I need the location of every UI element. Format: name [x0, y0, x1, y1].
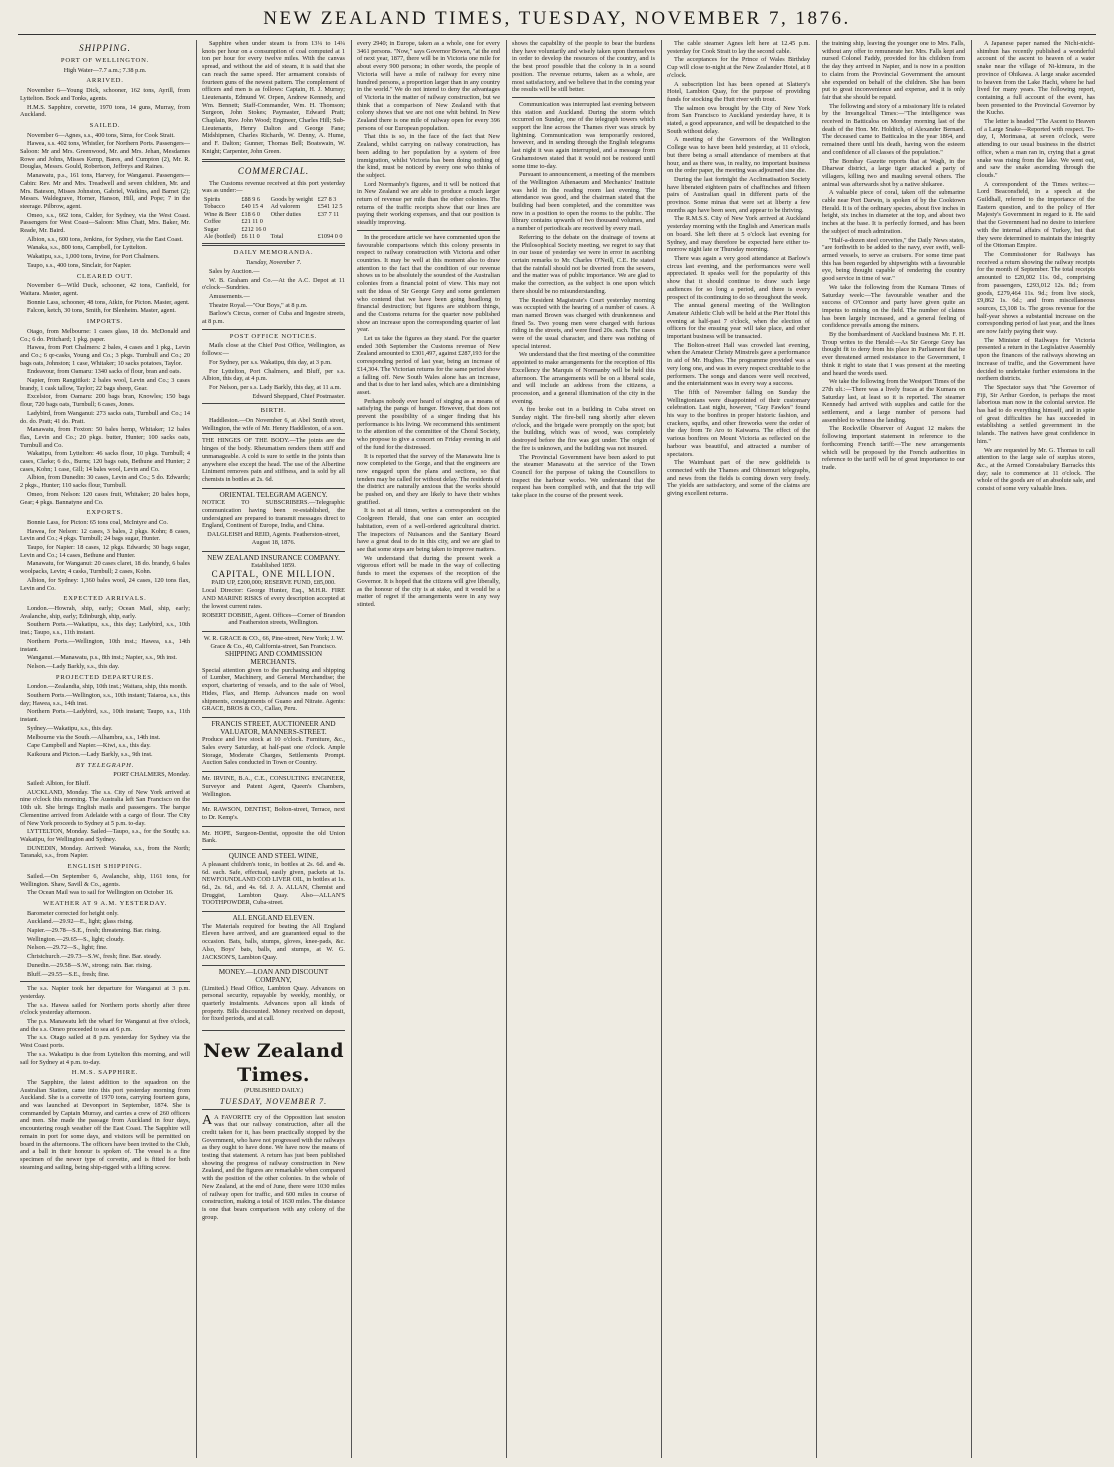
shipping-heading: SHIPPING.	[79, 43, 131, 53]
ad-text: Special attention given to the purchasing and shipping of Lumber, Machinery, and General Merchandise; the export, chartering of vessels, and to the sale of Wool, Hides, Flax, and Hemp. Advances made on wool shipments, consignments of Guano and Nitrate. Agents: GRACE, BROS & CO., Callao, Peru.	[202, 666, 345, 713]
import-entry: Ladybird, from Wanganui: 273 sacks oats, Turnbull and Co.; 14 do. do. Pratt; 41 do. Pratt.	[20, 409, 190, 425]
article-paragraph: The Provincial Government have been asked to put the steamer Manawatu at the service of the Town Council for the purpose of taking the Councillors to inspect the harbour works. We understand that the request has been complied with, and that the trip will take place in the course of the present week.	[512, 453, 655, 500]
sailed-entry: Omeo, s.s., 662 tons, Calder, for Sydney, via the West Coast. Passengers for West Coast—Saloon: Miss Chatt, Mrs. Baker, Mr. Reade, Mr. Baird.	[20, 211, 190, 235]
column-local-news	[667, 40, 810, 1458]
article-paragraph: We understand that the first meeting of the committee appointed to make arrangements for the reception of His Excellency the Marquis of Normanby will be held this afternoon. The arrangements will be on a liberal scale, and will include an address from the citizens, a procession, and a general illumination of the city in the evening.	[512, 351, 655, 405]
article-paragraph: The acceptances for the Prince of Wales Birthday Cup will close to-night at the New Zealander Hotel, at 8 o'clock.	[667, 56, 810, 79]
arrival-entry: H.M.S. Sapphire, corvette, 1970 tons, 14 guns, Murray, from Auckland.	[20, 103, 190, 119]
expected-entry: London.—Howrah, ship, early; Ocean Mail, ship, early; Avalanche, ship, early; Edinburgh, ship, early.	[20, 605, 190, 620]
article-paragraph: We understand that during the present week a vigorous effort will be made in the way of collecting funds to meet the expenses of the reception of the Governor. It is hoped that the citizens will give liberally, as the honour of the city is at stake, and it would be a matter of regret if the arrangements were in any way stinted.	[357, 554, 500, 608]
article-paragraph: A correspondent of the Times writes:—Lord Beaconsfield, in a speech at the Guildhall, referred to the importance of the Eastern question, and to the policy of Her Majesty's Government in regard to it. He said that the Government had no desire to interfere with the internal affairs of Turkey, but that they were determined to maintain the integrity of the Ottoman Empire.	[977, 180, 1095, 250]
memoranda-item: Theatre Royal.—"Our Boys," at 8 p.m.	[209, 301, 308, 309]
divider	[357, 230, 500, 231]
cleared-entry: Bonnie Lass, schooner, 48 tons, Atkin, for Picton. Master, agent.	[27, 298, 190, 306]
arrived-heading: ARRIVED.	[86, 77, 124, 85]
column-rule	[971, 40, 972, 1458]
article-paragraph: The cable steamer Agnes left here at 12.45 p.m. yesterday for Cook Strait to lay the second cable.	[667, 40, 810, 55]
article-paragraph: Referring to the debate on the drainage of towns at the Philosophical Society meeting, we regret to say that in our issue of yesterday we were in error in ascribing certain remarks to Mr. Charles O'Neill, C.E. He stated that the rainfall should not be diverted from the sewers, and the matter was of public importance. We are glad to make the correction, as the subject is one upon which there should be no misunderstanding.	[512, 233, 655, 295]
advertisement	[202, 433, 345, 487]
ad-title: ALL ENGLAND ELEVEN.	[232, 914, 315, 923]
expected-entry: Nelson.—Lady Barkly, s.s., this day.	[27, 662, 120, 670]
article-paragraph: In the procedure article we have commented upon the favourable comparisons which this colony presents in respect to railway construction with Victoria and other countries. It may be well at this moment also to draw attention to the fact that the condition of our revenue shows us to be absolutely the soundest of the Australian colonies from a financial point of view. This may not suit the ideas of Sir George Grey and some gentlemen who contend that we have been going headlong to financial destruction; but figures are stubborn things, and the Customs returns for the quarter now published show an increase upon the corresponding quarter of last year.	[357, 233, 500, 334]
article-paragraph: every 2940; in Europe, taken as a whole, one for every 3461 persons. "Now," says Governor Bowen, "at the end of next year, 1877, there will be in Victoria one mile for about every 900 persons; in other words, the people of Victoria will have a mile of railway for every nine hundred persons, a proportion larger than in any country in the world." We do not intend to deny the advantages of Victoria in the matter of railway construction, but we think that a comparison of New Zealand with that colony shows that we are not one whit behind. In New Zealand there is one mile of railway open for every 396 persons of our European population.	[357, 40, 500, 132]
ad-text: Produce and live stock at 10 o'clock. Furniture, &c., Sales every Saturday, at half-past one o'clock. Ample Storage, Moderate Charges, Settlements Prompt. Auction Sales conducted in Town or Country.	[202, 736, 345, 767]
sailed-entry: Taupo, s.s., 400 tons, Sinclair, for Napier.	[27, 261, 132, 269]
weather-entry: Bluff.—29.55—S.E., fresh; fine.	[27, 970, 110, 978]
import-entry: Omeo, from Nelson: 120 cases fruit, Whitaker; 20 bales hops, Gear; 4 pkgs. Bannatyne and Co.	[20, 490, 190, 506]
import-entry: Wakatipu, from Lyttelton: 46 sacks flour, 10 pkgs. Turnbull; 4 cases, Clarke; 6 do., Burns; 120 bags oats, Bethune and Hunter; 2 cases, Kohn; 1 case, Gill; 14 bales wool, Levin and Co.	[20, 450, 190, 473]
expected-heading: EXPECTED ARRIVALS.	[63, 595, 147, 603]
article-paragraph: It is not at all times, writes a correspondent on the Coolgreen Herald, that one can enter an occupied habitation, even of a well-ordered agricultural district. The inspectors of Nuisances and the Sanitary Board have a great deal to do in this city, and we are glad to see that some steps are being taken to improve matters.	[357, 507, 500, 553]
table-row: Wine & Beer £18 6 0 Other duties £37 7 11	[204, 210, 340, 218]
article-paragraph: Pursuant to announcement, a meeting of the members of the Wellington Athenaeum and Mechanics' Institute was held in the reading room last evening. The attendance was good, and the chairman stated that the building had been completed, and the committee was now in a position to open the rooms to the public. The library contains upwards of two thousand volumes, and a number of periodicals are received by every mail.	[512, 171, 655, 233]
article-paragraph: The Spectator says that "the Governor of Fiji, Sir Arthur Gordon, is perhaps the most laborious man now in the colonial service. He has had to do everything himself, and in spite of great difficulties he has succeeded in establishing a settled government in the islands. The natives have great confidence in him."	[977, 383, 1095, 445]
article-paragraph: The Bolton-street Hall was crowded last evening, when the Amateur Christy Minstrels gave a performance in aid of Mr. Hughes. The programme provided was a very long one, and was in every respect creditable to the performers. The songs and dances were well received, and the entertainment was in every way a success.	[667, 341, 810, 388]
article-paragraph: Let us take the figures as they stand. For the quarter ended 30th September the Customs revenue of New Zealand amounted to £301,497, against £287,193 for the corresponding period of last year, being an increase of £14,304. The Victorian returns for the same period show a falling off. New South Wales alone has an increase, and that is due to her land sales, which are a diminishing asset.	[357, 335, 500, 396]
cleared-heading: CLEARED OUT.	[76, 272, 134, 280]
ad-text: Mr. RAWSON, DENTIST, Bolton-street, Terrace, next to Dr. Kemp's.	[202, 806, 345, 821]
telegraph-entry: DUNEDIN, Monday. Arrived: Wanaka, s.s., from the North; Taranaki, s.s., from Napier.	[20, 844, 190, 860]
column-commercial	[202, 40, 345, 1458]
divider	[202, 243, 345, 246]
advertisement	[202, 717, 345, 771]
ad-text: Mr. IRVINE, B.A., C.E., CONSULTING ENGINEER, Surveyor and Patent Agent, Queen's Chambers, Wellington.	[202, 775, 345, 798]
table-row: Coffee £21 11 0	[204, 218, 263, 226]
memoranda-date: Tuesday, November 7.	[245, 259, 302, 267]
departure-entry: Kaikoura and Picton.—Lady Barkly, s.s., 9th inst.	[27, 750, 153, 758]
departure-entry: London.—Zealandia, ship, 10th inst.; Waitara, ship, this month.	[27, 683, 188, 691]
article-paragraph: The Bombay Gazette reports that at Wagh, in the Dharwar district, a large tiger attacked a party of villagers, killing two and mauling several others. The animal was afterwards shot by a native shikaree.	[822, 157, 965, 188]
advertisement	[202, 631, 345, 717]
article-paragraph: A fire broke out in a building in Cuba street on Sunday night. The fire-bell rang shortly after eleven o'clock, and the brigade were promptly on the spot; but the building, which was of wood, was completely destroyed before the fire was got under. The origin of the fire is unknown, and the building was not insured.	[512, 406, 655, 452]
import-entry: Manawatu, from Foxton: 50 bales hemp, Whitaker; 12 bales flax, Levin and Co.; 20 pkgs. butter, Hunter; 100 sacks oats, Turnbull and Co.	[20, 426, 190, 449]
post-office-heading: POST OFFICE NOTICES.	[229, 332, 318, 340]
ad-text: (Limited.) Head Office, Lambton Quay. Advances on personal security, repayable by weekly, monthly, or quarterly instalments. Advances upon all kinds of property. Bills discounted. Money received on deposit, for fixed periods, and at call.	[202, 984, 345, 1023]
departure-entry: Sydney.—Wakatipu, s.s., this day.	[27, 724, 113, 732]
ad-text: Local Director: George Hunter, Esq., M.H.R. FIRE AND MARINE RISKS of every description accepted at the lowest current rates.	[202, 587, 345, 610]
sailed-entry: Albion, s.s., 600 tons, Jenkins, for Sydney, via the East Coast.	[27, 235, 183, 243]
advertisement	[202, 551, 345, 631]
memoranda-item: Sales by Auction.—	[209, 267, 260, 275]
post-notice: Mails close at the Chief Post Office, Wellington, as follows:—	[202, 342, 345, 358]
departure-entry: Melbourne via the South.—Alhambra, s.s., 14th inst.	[27, 733, 161, 741]
memoranda-heading: DAILY MEMORANDA.	[233, 249, 314, 257]
ad-text: Mr. HOPE, Surgeon-Dentist, opposite the old Union Bank.	[202, 829, 345, 845]
published-daily: (PUBLISHED DAILY.)	[243, 1087, 304, 1095]
departure-entry: Northern Ports.—Ladybird, s.s., 10th instant; Taupo, s.s., 11th instant.	[20, 708, 190, 724]
article-paragraph: The salmon ova brought by the City of New York from San Francisco to Auckland yesterday have, it is stated, a good appearance, and will be despatched to the South without delay.	[667, 104, 810, 135]
weather-heading: WEATHER AT 9 A.M. YESTERDAY.	[42, 899, 168, 907]
weather-entry: Napier.—29.78—S.E., fresh; threatening. Bar. rising.	[27, 927, 161, 935]
expected-entry: Southern Ports.—Wakatipu, s.s., this day; Ladybird, s.s., 10th inst.; Taupo, s.s., 11th instant.	[20, 621, 190, 637]
article-paragraph: The following and story of a missionary life is related by the Invangelical Times:—"The intelligence was received in Batticaloa on Monday morning last of the death of the Hon. Mr. Holditch, of Alexander Bernard. The deceased came to Batticaloa in the year 1864, and remained there until his death, having won the esteem and confidence of all classes of the population."	[822, 102, 965, 156]
ad-title: QUINCE AND STEEL WINE,	[228, 852, 319, 861]
sailed-entry: Wanaka, s.s., 800 tons, Campbell, for Lyttelton.	[27, 244, 147, 252]
advertisement	[202, 849, 345, 911]
post-notice: For Sydney, per s.s. Wakatipu, this day, at 3 p.m.	[209, 358, 332, 366]
telegraph-entry: Sailed: Albion, for Bluff.	[27, 780, 91, 788]
sailed-entry: Manawatu, p.s., 161 tons, Harvey, for Wanganui. Passengers—Cabin: Rev. Mr and Mrs. Treadwell and seven children, Mr. and Mrs. Bateson, Misses Johnston, Gabriel, Watkins, and Barnet (2); Messrs. Waldegrave, Horner, Hanson, Hill, and Pope; 7 in the steerage. Pilbrow, agent.	[20, 172, 190, 210]
article-paragraph: We are requested by Mr. G. Thomas to call attention to the large sale of surplus stores, &c., at the Armed Constabulary Barracks this day; sale to commence at 11 o'clock. The whole of the goods are of an absolute sale, and consist of some very valuable lines.	[977, 446, 1095, 493]
ad-text: The Materials required for beating the All England Eleven have arrived, and are guaranteed equal to the occasion. Bats, balls, stumps, gloves, knee-pads, &c. Also, Boys' bats, balls, and stumps, at W. G. JACKSON'S, Lambton Quay.	[202, 922, 345, 961]
telegraph-place: PORT CHALMERS, Monday.	[113, 771, 190, 779]
english-shipping-heading: ENGLISH SHIPPING.	[67, 863, 143, 871]
article-paragraph: A valuable piece of coral, taken off the submarine cable near Port Darwin, is spoken of by the Cooktown Herald. It is of the ordinary species, about five inches in height, six inches in diameter at the top, and about two inches at the base. It is perfectly formed, and has been the subject of much admiration.	[822, 189, 965, 235]
masthead-rule	[18, 34, 1096, 35]
english-entry: Sailed.—On September 6, Avalanche, ship, 1161 tons, for Wellington. Shaw, Savill & Co., agents.	[20, 872, 190, 888]
post-notice: For Nelson, per s.s. Lady Barkly, this day, at 11 a.m.	[209, 383, 342, 391]
column-rule	[351, 40, 352, 1458]
article-paragraph: shows the capability of the people to bear the burdens they have voluntarily and wisely taken upon themselves in order to develop the resources of the country, and is the best proof possible that the colony is in a sound position. The revenue returns, taken as a whole, are most satisfactory, and we believe that in the coming year the results will be still better.	[512, 40, 655, 94]
table-row: Tobacco £40 15 4 Ad valorem £541 12 5	[204, 203, 343, 211]
cleared-entry: November 6—Wild Duck, schooner, 42 tons, Canfield, for Waitara. Master, agent.	[20, 282, 190, 297]
ad-address: W. R. GRACE & CO., 66, Pine-street, New York; J. W. Grace & Co., 40, California-street, San Francisco.	[203, 634, 344, 650]
article-paragraph: A subscription list has been opened at Slattery's Hotel, Lambton Quay, for the purpose of providing funds for stocking the Hutt river with trout.	[667, 80, 810, 103]
table-row: Sugar £212 16 0	[204, 225, 267, 233]
article-paragraph: Perhaps nobody ever heard of singing as a means of satisfying the pangs of hunger. However, that does not prevent the possibility of a singer finding that his performance is his living. We recommend this sentiment to the attention of the committee of the Choral Society, who propose to give a concert on Friday evening in aid of the fund for the distressed.	[357, 397, 500, 451]
article-paragraph: The Commissioner for Railways has received a return showing the railway receipts for the month of September. The total receipts amounted to £20,002 11s. 0d., comprising from passengers, £293,012 12s. 8d.; from goods, £279,464 11s. 9d.; from live stock, £9,862 1s. 6d.; and from miscellaneous sources, £3,108 1s. The gross revenue for the half-year shows a substantial increase on the corresponding period of last year, and the lines are now fairly paying their way.	[977, 250, 1095, 336]
export-entry: Albion, for Sydney: 1,360 bales wool, 24 cases, 120 tons flax, Levin and Co.	[20, 576, 190, 592]
column-rule	[196, 40, 197, 1458]
column-rule	[661, 40, 662, 1458]
english-entry: The Ocean Mail was to sail for Wellington on October 16.	[27, 889, 174, 897]
sapphire-article: The Sapphire, the latest addition to the squadron on the Australian Station, came into this port yesterday morning from Auckland. She is a corvette of 1970 tons, carrying fourteen guns, and was launched at Devonport in September, 1874. She is commanded by Captain Murray, and carries a crew of 260 officers and men. She made the passage from Auckland in four days, encountering rough weather off the East Coast. The Sapphire will remain in port for some days, and visitors will be permitted on board in the afternoons. The officers have been invited to the Club, and a ball in their honour is spoken of. The vessel is a fine specimen of the newer type of corvette, and is fitted for both steaming and sailing, being ship-rigged with a lifting screw.	[20, 1078, 190, 1171]
column-shipping	[20, 40, 190, 1458]
advertisement	[202, 802, 345, 825]
article-paragraph: The fifth of November falling on Sunday the Wellingtonians were disappointed of their customary celebration. Last night, however, "Guy Fawkes" found his way to the bonfires in proper historic fashion, and crackers, squibs, and other fireworks were the order of the day from Te Aro to Kaiwarra. The effect of the various bonfires on Mount Victoria as reflected on the harbour was beautiful, and attracted a number of spectators.	[667, 388, 810, 458]
advertisement	[202, 826, 345, 849]
article-paragraph: The letter is headed "The Ascent to Heaven of a Large Snake—Reported with respect. To-day, I, Morimasa, at seven o'clock, were attending to our usual business in the district office, when a man ran in, crying that a great snake was rising from the lake. We went out, and saw the snake ascending through the clouds."	[977, 118, 1095, 179]
export-entry: Taupo, for Napier: 18 cases, 12 pkgs. Edwards; 30 bags sugar, Levin and Co.; 14 cases, Bethune and Hunter.	[20, 544, 190, 559]
article-paragraph: The Resident Magistrate's Court yesterday morning was occupied with the hearing of a number of cases. A man named Brown was charged with drunkenness and fined 5s. Two young men were charged with furious riding in the streets, and were fined 20s. each. The cases were of the usual character, and there was nothing of special interest.	[512, 296, 655, 350]
expected-entry: Wanganui.—Manawatu, p.s., 8th inst.; Napier, s.s., 9th inst.	[27, 654, 177, 662]
export-entry: Bonnie Lass, for Picton: 65 tons coal, McIntyre and Co.	[27, 518, 168, 526]
column-editorial	[357, 40, 500, 1458]
import-entry: Otago, from Melbourne: 1 cases glass, 18 do. McDonald and Co.; 6 do. Pritchard; 1 pkg. paper.	[20, 327, 190, 343]
weather-entry: Wellington.—29.65—S., light; cloudy.	[27, 935, 125, 943]
post-notice: For Lyttelton, Port Chalmers, and Bluff, per s.s. Albion, this day, at 4 p.m.	[202, 367, 345, 383]
article-paragraph: During the last fortnight the Acclimatisation Society have liberated eighteen pairs of chaffinches and fifteen pairs of Australian quail in different parts of the province. Some minas that were set at liberty a few months ago have been seen, and appear to be thriving.	[667, 175, 810, 214]
weather-entry: Dunedin.—29.58—S.W., strong; rain. Bar. rising.	[27, 961, 152, 969]
article-paragraph: A meeting of the Governors of the Wellington College was to have been held yesterday, at 11 o'clock, but there being a small attendance of members at that hour, and as there was, in reality, no important business on the order paper, the meeting was adjourned sine die.	[667, 136, 810, 175]
article-paragraph: We take the following from the Kumara Times of Saturday week:—The favourable weather and the success of O'Connor and party have given quite an impetus to mining on the field. The number of claims has been largely increased, and a general feeling of confidence prevails among the miners.	[822, 283, 965, 330]
ad-title: FRANCIS STREET, AUCTIONEER AND VALUATOR, MANNERS-STREET.	[211, 719, 336, 736]
article-paragraph: the training ship, leaving the younger one to Mrs. Falls, without any offer to remunerate her. Mrs. Falls kept and nursed Colonel Faddy, provided for his children from the day they arrived in Napier, and is now in a position to claim from the Provincial Government the amount she expended on behalf of the children. She has been put to great inconvenience and expense, and it is only fair that she should be repaid.	[822, 40, 965, 101]
port-heading: PORT OF WELLINGTON.	[60, 57, 150, 64]
article-paragraph: The Waimbaut part of the new goldfields is connected with the Thames and Ohinemuri telegraphs, and news from the fields is coming down very freely. The yields are satisfactory, and some of the claims are giving excellent returns.	[667, 459, 810, 498]
advertisement	[202, 965, 345, 1027]
article-paragraph: It is reported that the survey of the Manawatu line is now completed to the Gorge, and that the engineers are now engaged upon the plans and sections, so that tenders may be called for without delay. The residents of the district are naturally anxious that the works should be pushed on, and they are likely to have their wishes gratified.	[357, 452, 500, 506]
birth-heading: BIRTH.	[260, 407, 287, 415]
customs-intro: The Customs revenue received at this port yesterday was as under:—	[202, 179, 345, 195]
import-entry: Excelsior, from Oamaru: 200 bags bran, Knowles; 150 bags flour, 720 bags oats, Turnbull; 6 cases, Jones.	[20, 393, 190, 409]
ad-subtitle: Established 1859.	[251, 562, 296, 570]
memoranda-item: W. B. Graham and Co.—At the A.C. Depot at 11 o'clock—Sundries.	[202, 276, 345, 292]
drop-cap: A	[202, 1112, 213, 1128]
advertisement	[202, 771, 345, 802]
import-entry: Albion, from Dunedin: 30 cases, Levin and Co.; 5 do. Edwards; 2 pkgs., Hunter; 110 sacks flour, Turnbull.	[20, 474, 190, 490]
article-paragraph: The Minister of Railways for Victoria presented a return in the Legislative Assembly upon the finances of the railways showing an increase of traffic, and the Government have decided to undertake further extensions in the northern districts.	[977, 336, 1095, 383]
column-rule	[506, 40, 507, 1458]
ad-paid: PAID UP, £200,000; RESERVE FUND, £85,000.	[211, 578, 336, 586]
sailed-entry: Hawea, s.s. 402 tons, Whistler, for Northern Ports. Passengers—Saloon: Mr and Mrs. Greenwood, Mr. and Mrs. Jehan, Mesdames Rowe and Johns, Misses Kemp, Bares, and Cumpton (2), Mr. R. Douglas, Messrs. Gould, Robertson, Jeffreys and Raines.	[20, 140, 190, 171]
telegraph-entry: LYTTELTON, Monday. Sailed—Taupo, s.s., for the South; s.s. Wakatipu, for Wellington and Sydney.	[20, 828, 190, 843]
telegraph-heading: BY TELEGRAPH.	[75, 761, 135, 769]
export-entry: Hawea, for Nelson: 12 cases, 3 bales, 2 pkgs. Kohn; 8 cases, Levin and Co.; 4 pkgs. Turnbull; 24 bags sugar, Hunter.	[20, 527, 190, 543]
commercial-heading: COMMERCIAL.	[237, 165, 310, 176]
divider	[20, 981, 190, 982]
telegraph-entry: AUCKLAND, Monday. The s.s. City of New York arrived at nine o'clock this morning. The Australia left San Francisco on the 10th ult. She brings English mails and passengers. The barque Clementine arrived from Adelaide with a cargo of flour. The City of New York proceeds to Sydney at 5 p.m. to-day.	[20, 788, 190, 827]
memoranda-item: Amusements.—	[209, 292, 250, 300]
ad-title: SHIPPING AND COMMISSION MERCHANTS.	[224, 650, 323, 667]
column-miscellany	[977, 40, 1095, 1458]
sapphire-heading: H.M.S. SAPPHIRE.	[71, 1069, 139, 1077]
article-paragraph: The R.M.S.S. City of New York arrived at Auckland yesterday morning with the English and American mails on board. She left there at 5 o'clock last evening for Sydney, and may therefore be expected here either to-morrow night late or Thursday morning.	[667, 215, 810, 254]
article-paragraph: We take the following from the Westport Times of the 27th ult.:—There was a lively fracas at the Kumara on Saturday last, at least so it is reported. The steamer Kennedy had arrived with supplies and cattle for the settlement, and a large number of persons had assembled to witness the landing.	[822, 378, 965, 424]
exports-heading: EXPORTS.	[86, 509, 124, 517]
editorial-dateline: TUESDAY, NOVEMBER 7.	[202, 1098, 345, 1110]
import-entry: Napier, from Rangitikei: 2 bales wool, Levin and Co.; 3 cases brandy, 1 cask tallow, Taylor; 22 bags sheep, Gear.	[20, 377, 190, 392]
ad-title: NEW ZEALAND INSURANCE COMPANY.	[207, 553, 340, 562]
divider	[512, 97, 655, 98]
article-paragraph: That this is so, in the face of the fact that New Zealand, whilst carrying on railway construction, has been adding to her population by a system of free immigration, whilst Victoria has been doing nothing of the kind, must be noticed by every one who thinks of the subject.	[357, 133, 500, 179]
import-entry: Endeavour, from Oamaru: 1340 sacks of flour, bran and oats.	[27, 368, 182, 376]
sailed-heading: SAILED.	[89, 121, 121, 129]
masthead: NEW ZEALAND TIMES, TUESDAY, NOVEMBER 7, 1876.	[263, 8, 851, 29]
cleared-entry: Falcon, ketch, 30 tons, Smith, for Blenheim. Master, agent.	[27, 307, 176, 315]
sailed-entry: November 6—Agnes, s.s., 400 tons, Sims, for Cook Strait.	[27, 131, 175, 139]
weather-entry: Nelson.—29.72—S., light; fine.	[27, 944, 108, 952]
article-paragraph: By the bombardment of Auckland business Mr. F. H. Troup writes to the Herald:—As Sir George Grey has thought fit to deny from his place in Parliament that he ever threatened armed resistance to the Government, I think it right to state that I was present at the meeting and heard the words used.	[822, 331, 965, 377]
import-entry: Hawea, from Port Chalmers: 2 bales, 4 cases and 1 pkg., Levin and Co.; 6 qr-casks, Young and Co.; 3 pkgs. Turnbull and Co.; 20 bags oats, Johnston; 1 case, Whitaker; 10 sacks potatoes, Taylor.	[20, 344, 190, 367]
ad-text: THE HINGES OF THE BODY.—The joints are the hinges of the body. Rheumatism renders them stiff and unmanageable. A cold is sure to settle in the joints than anywhere else except the head. The use of the Albertine Liniment removes pain and stiffness, and is sold by all chemists in bottles at 2s. 6d.	[202, 437, 345, 483]
ad-title: ORIENTAL TELEGRAM AGENCY.	[219, 490, 328, 499]
sapphire-continued: Sapphire when under steam is from 13¼ to 14¼ knots per hour on a consumption of coal computed at 1 ton per hour for every twelve miles. With the canvas spread, and without the aid of steam, it is said that she can reach the same speed. Her armament consists of fourteen guns of the newest pattern. The complement of officers and men is as follows: Captain, H. J. Murray; Lieutenants, Edmund W. Orpen, Andrew Kennedy, and Wm. Bennett; Staff-Commander, Wm. H. Thomson; Surgeon, John Stokes; Paymaster, Edward Pratt; Chaplain, Rev. John Wood; Engineer, Charles Hill; Sub-Lieutenants, Henry Dalton and George Fane; Midshipmen, Charles Richards, W. Denny, A. Hume, and F. Dalton; Gunner, Thomas Bell; Boatswain, W. Knight; Carpenter, John Green.	[202, 40, 345, 155]
column-general-news	[822, 40, 965, 1458]
divider	[202, 403, 345, 404]
ad-signature: DALGLEISH and REID, Agents. Featherston-street, August 18, 1876.	[207, 531, 340, 546]
shipping-note: The s.s. Hawea sailed for Northern ports shortly after three o'clock yesterday afternoon.	[20, 1001, 190, 1017]
arrival-entry: November 6—Young Dick, schooner, 162 tons, Ayrill, from Lyttelton. Bock and Tonks, agents.	[20, 87, 190, 102]
memoranda-item: Barlow's Circus, corner of Cuba and Ingestre streets, at 8 p.m.	[202, 310, 345, 326]
table-row: Ale (bottled) £6 11 0 Total £1094 0 0	[204, 232, 343, 240]
divider	[202, 329, 345, 330]
customs-table	[202, 196, 345, 240]
ad-signature: ROBERT DOBBIE, Agent. Offices—Corner of Brandon and Featherston streets, Wellington.	[202, 611, 345, 627]
column-news	[512, 40, 655, 1458]
shipping-note: The s.s. Napier took her departure for Wanganui at 3 p.m. yesterday.	[20, 985, 190, 1000]
advertisement	[202, 488, 345, 551]
shipping-note: The p.s. Manawatu left the wharf for Wanganui at five o'clock, and the s.s. Omeo proceeded to sea at 6 p.m.	[20, 1018, 190, 1033]
expected-entry: Northern Ports.—Wellington, 10th inst.; Hawea, s.s., 14th instant.	[20, 637, 190, 653]
weather-entry: Auckland.—29.92—E., light; glass rising.	[27, 918, 134, 926]
sailed-entry: Wakatipu, s.s., 1,000 tons, Irvine, for Port Chalmers.	[27, 253, 160, 261]
ad-title: MONEY.—LOAN AND DISCOUNT COMPANY,	[218, 968, 329, 984]
tide-times: High Water—7.7 a.m.; 7.38 p.m.	[63, 66, 147, 74]
advertisement	[202, 911, 345, 965]
editorial-title: New Zealand Times.	[203, 1040, 344, 1087]
divider	[202, 1030, 345, 1031]
article-paragraph: The Rockville Observer of August 12 makes the following important statement in reference to the forthcoming French tariff:—The new arrangements which will be proposed by the French authorities in reference to the tariff will be of great importance to our trade.	[822, 425, 965, 471]
article-paragraph: Communication was interrupted last evening between this station and Auckland. During the storm which occurred on Sunday, one of the telegraph towers which support the line across the Thames river was struck by lightning. Communication was temporarily restored, however, and in sending through the English telegrams last night it was again interrupted, and a message from Grahamstown stated that it would not be restored until some time to-day.	[512, 100, 655, 170]
divider	[202, 159, 345, 162]
weather-entry: Christchurch.—29.73—S.W., fresh; fine. Bar. steady.	[27, 953, 162, 961]
article-paragraph: The annual general meeting of the Wellington Amateur Athletic Club will be held at the Pier Hotel this evening at half-past 7 o'clock, when the election of officers for the ensuing year will take place, and other important business will be transacted.	[667, 302, 810, 341]
ad-capital: CAPITAL, ONE MILLION.	[211, 569, 336, 579]
departures-heading: PROJECTED DEPARTURES.	[55, 673, 155, 681]
birth-notice: Haddleston.—On November 6, at Abel Smith street, Wellington, the wife of Mr. Henry Haddleston, of a son.	[202, 417, 345, 432]
article-paragraph: "Half-a-dozen steel corvettes," the Daily News states, "are forthwith to be added to the navy, ever swift, well-armed vessels, to serve as cruisers. For some time past this has been regarded by shipwrights with a favourable eye, being thought capable of rendering the country good service in time of war."	[822, 236, 965, 283]
post-signature: Edward Sheppard, Chief Postmaster.	[252, 392, 345, 400]
table-row: Spirits £88 9 6 Goods by weight £27 8 3	[204, 195, 337, 203]
column-rule	[816, 40, 817, 1458]
shipping-note: The s.s. Wakatipu is due from Lyttelton this morning, and will sail for Sydney at 4 p.m. to-day.	[20, 1050, 190, 1066]
leading-article: A A FAVORITE cry of the Opposition last session was that our railway construction, after all the credit taken for it, has been practically stopped by the Government, who have not progressed with the railways as they ought to have done. We have now the means of testing that statement. A return has just been published showing the progress of railway construction in New Zealand, and the figures are remarkable when compared with the position of the other colonies. In the whole of New Zealand, at the end of June, there were 1030 miles of railway open for traffic, and 600 miles in course of construction, making a total of 1630 miles. The distance is one that bears comparison with any colony of the group.	[202, 1112, 345, 1221]
departure-entry: Southern Ports.—Wellington, s.s., 10th instant; Taiaroa, s.s., this day; Hawea, s.s., 14th inst.	[20, 692, 190, 707]
weather-entry: Barometer corrected for height only.	[27, 909, 119, 917]
shipping-note: The s.s. Otago sailed at 8 p.m. yesterday for Sydney via the West Coast ports.	[20, 1034, 190, 1050]
article-paragraph: A Japanese paper named the Nichi-nichi-shimbun has recently published a wonderful account of the ascent to heaven of a water snake near the village of Ni-kimura, in the province of Ohikawa. A large snake ascended to heaven from the Lake Hachi, where he had lived for many years. The following report, containing a full account of the event, has been presented to the Provincial Governor by the Kucho.	[977, 40, 1095, 117]
imports-heading: IMPORTS.	[86, 318, 124, 326]
departure-entry: Cape Campbell and Napier.—Kiwi, s.s., this day.	[27, 742, 151, 750]
export-entry: Manawatu, for Wanganui: 20 cases claret, 18 do. brandy, 6 bales woolpacks, Levin; 4 casks, Turnbull; 2 cases, Kohn.	[20, 560, 190, 576]
ad-text: NOTICE TO SUBSCRIBERS.—Telegraphic communication having been re-established, the undersigned are prepared to transmit messages direct to England, Continent of Europe, India, and China.	[202, 499, 345, 530]
article-paragraph: Lord Normanby's figures, and it will be noticed that in New Zealand we are able to produce a much larger return of revenue per mile than the other colonies. The returns of the traffic receipts show that our lines are paying their working expenses, and that our position is steadily improving.	[357, 180, 500, 227]
ad-text: A pleasant children's tonic, in bottles at 2s. 6d. and 4s. 6d. each. Safe, effectual, easily given, packets at 1s. NEWFOUNDLAND COD LIVER OIL, in bottles at 1s. 6d., 2s. 6d., and 4s. 6d. J. A. ALLAN, Chemist and Druggist, Lambton Quay. Also—ALLAN'S TOOTHPOWDER, Cuba-street.	[202, 860, 345, 907]
article-paragraph: There was again a very good attendance at Barlow's circus last evening, and the performances were well appreciated. It speaks well for the popularity of this show that it should continue to draw such large audiences for so long a period, and there is every prospect of its continuing to do so throughout the week.	[667, 254, 810, 301]
